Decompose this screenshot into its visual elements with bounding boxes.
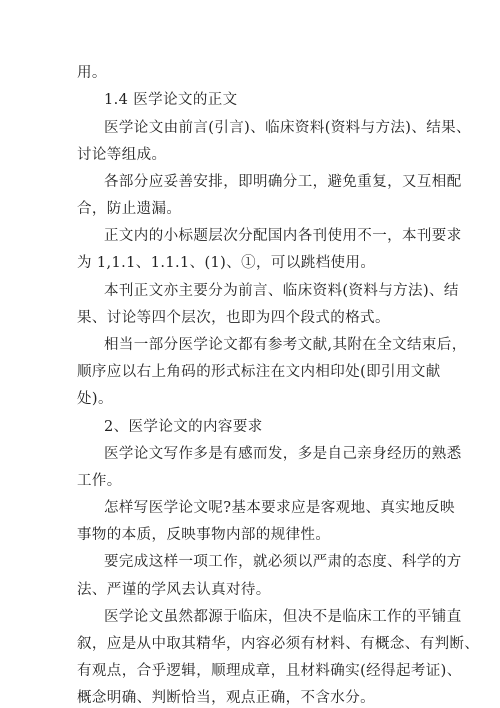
text-line: 合，防止遗漏。 [77, 201, 182, 217]
text-line: 讨论等组成。 [77, 147, 167, 163]
text-line: 叙，应是从中取其精华，内容必须有材料、有概念、有判断、 [77, 636, 480, 652]
text-line: 本刊正文亦主要分为前言、临床资料(资料与方法)、结 [104, 283, 459, 299]
text-line: 医学论文虽然都源于临床，但决不是临床工作的平铺直 [104, 609, 462, 625]
text-line: 概念明确、判断恰当，观点正确，不含水分。 [77, 690, 375, 706]
text-line: 医学论文由前言(引言)、临床资料(资料与方法)、结果、 [104, 120, 471, 136]
text-line: 处)。 [77, 391, 113, 407]
text-line: 各部分应妥善安排，即明确分工，避免重复，又互相配 [104, 174, 462, 190]
text-line: 工作。 [77, 473, 122, 489]
section-heading: 1.4 医学论文的正文 [104, 92, 238, 108]
text-line: 顺序应以右上角码的形式标注在文内相印处(即引用文献 [77, 364, 441, 380]
text-line: 怎样写医学论文呢?基本要求应是客观地、真实地反映 [104, 500, 455, 516]
text-line: 要完成这样一项工作，就必须以严肃的态度、科学的方 [104, 554, 462, 570]
text-line: 有观点，合乎逻辑，顺理成章，且材料确实(经得起考证)、 [77, 663, 462, 679]
text-line: 为 1,1.1、1.1.1、(1)、①，可以跳档使用。 [77, 255, 376, 271]
text-line: 果、讨论等四个层次，也即为四个段式的格式。 [77, 310, 390, 326]
text-line: 用。 [77, 65, 107, 81]
text-line: 医学论文写作多是有感而发，多是自己亲身经历的熟悉 [104, 446, 462, 462]
text-line: 正文内的小标题层次分配国内各刊使用不一，本刊要求 [104, 228, 462, 244]
text-line: 事物的本质，反映事物内部的规律性。 [77, 527, 331, 543]
text-line: 法、严谨的学风去认真对待。 [77, 582, 271, 598]
text-line: 相当一部分医学论文都有参考文献,其附在全文结束后， [104, 337, 467, 353]
section-heading: 2、医学论文的内容要求 [104, 419, 263, 435]
